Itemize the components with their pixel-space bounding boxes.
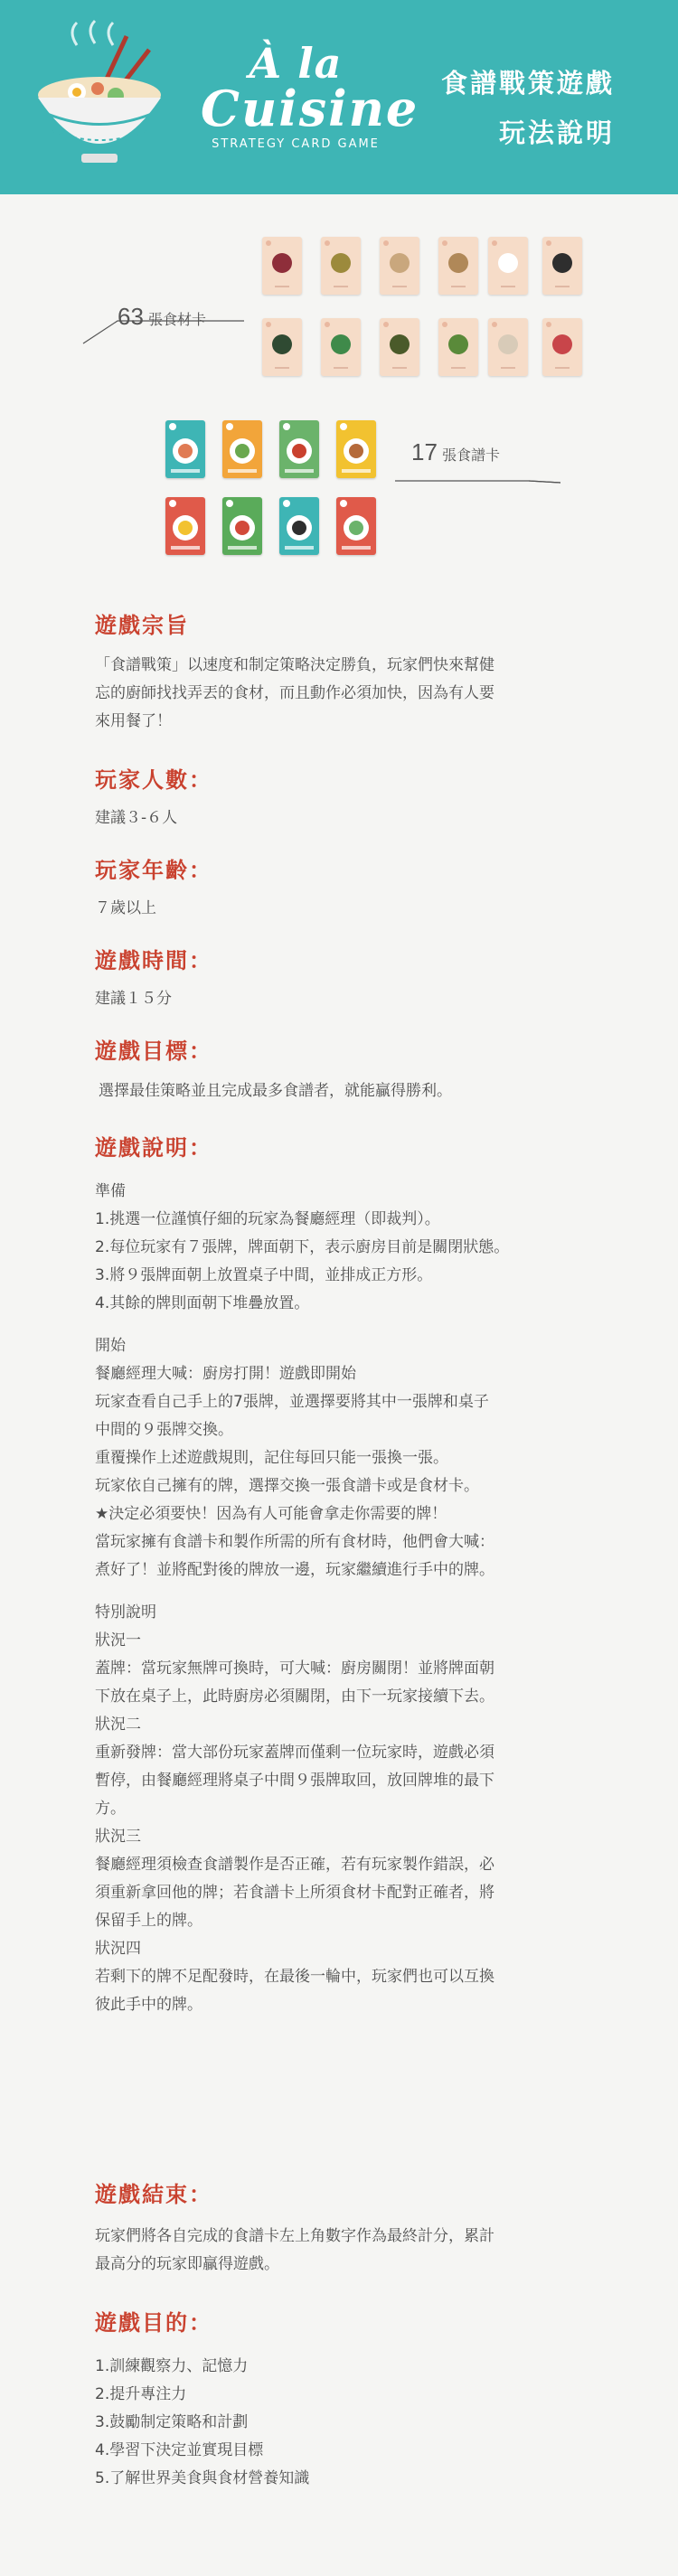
- rules-special-line: 蓋牌：當玩家無牌可換時，可大喊：廚房關閉！並將牌面朝: [95, 1659, 494, 1678]
- rules-special-line: 保留手上的牌。: [95, 1912, 202, 1930]
- recipe-card: [222, 420, 262, 478]
- rules-prep: [95, 1178, 619, 1318]
- rules-start: [95, 1332, 619, 1584]
- recipe-card: [279, 420, 319, 478]
- players-text: 建議３-６人: [95, 809, 178, 827]
- ingredient-count-label: [118, 303, 206, 331]
- rules-prep-line: 2.每位玩家有７張牌，牌面朝下，表示廚房目前是關閉狀態。: [95, 1238, 510, 1256]
- purpose-text: [95, 652, 619, 736]
- section-heading-rules: 遊戲說明：: [95, 1135, 212, 1161]
- ingredient-count-text: 張食材卡: [148, 311, 207, 328]
- rules-start-line: 玩家依自己擁有的牌，選擇交換一張食譜卡或是食材卡。: [95, 1477, 479, 1495]
- ingredient-card: [438, 318, 478, 376]
- section-time: [95, 943, 619, 1013]
- section-heading-time: 遊戲時間：: [95, 948, 212, 973]
- rules-start-line: 重覆操作上述遊戲規則，記住每回只能一張換一張。: [95, 1449, 448, 1467]
- game-logo: [201, 39, 419, 151]
- rules-special-line: 狀況一: [95, 1631, 141, 1650]
- rules-prep-line: 4.其餘的牌則面朝下堆疊放置。: [95, 1294, 310, 1312]
- recipe-card: [336, 497, 376, 555]
- rules-special-line: 暫停，由餐廳經理將桌子中間９張牌取回，放回牌堆的最下: [95, 1772, 494, 1790]
- ingredient-card: [321, 318, 361, 376]
- recipe-card: [336, 420, 376, 478]
- section-heading-end: 遊戲結束：: [95, 2182, 212, 2207]
- section-heading-age: 玩家年齡：: [95, 858, 212, 883]
- ingredient-card: [262, 237, 302, 295]
- ingredient-card: [488, 318, 528, 376]
- rules-special-line: 若剩下的牌不足配發時，在最後一輪中，玩家們也可以互換: [95, 1968, 494, 1986]
- age-text: ７歲以上: [95, 899, 156, 917]
- rules-special-line: 方。: [95, 1800, 126, 1818]
- objective-item: 5.了解世界美食與食材營養知識: [95, 2469, 310, 2487]
- rules-special-title: 特別說明: [95, 1603, 156, 1622]
- section-purpose: [95, 607, 619, 736]
- logo-line-2: Cuisine: [201, 80, 419, 137]
- section-heading-purpose: 遊戲宗旨: [95, 613, 189, 638]
- recipe-card: [165, 497, 205, 555]
- objective-item: 4.學習下決定並實現目標: [95, 2441, 264, 2459]
- objective-item: 3.鼓勵制定策略和計劃: [95, 2413, 249, 2431]
- page-subtitle: 玩法說明: [498, 118, 615, 148]
- section-heading-objectives: 遊戲目的：: [95, 2310, 212, 2336]
- section-end: [95, 2176, 619, 2279]
- rules-special-line: 狀況三: [95, 1828, 141, 1846]
- logo-subtitle: STRATEGY CARD GAME: [212, 137, 380, 151]
- noodle-bowl-illustration: [27, 18, 172, 181]
- rules-start-line: 餐廳經理大喊：廚房打開！遊戲即開始: [95, 1365, 356, 1383]
- section-heading-players: 玩家人數：: [95, 767, 212, 793]
- ingredient-card: [262, 318, 302, 376]
- purpose-line: 忘的廚師找找弄丟的食材，而且動作必須加快，因為有人要: [95, 684, 494, 702]
- section-goal: [95, 1033, 619, 1105]
- rules-start-line: 當玩家擁有食譜卡和製作所需的所有食材時，他們會大喊：: [95, 1533, 494, 1551]
- rules-special-line: 狀況二: [95, 1716, 141, 1734]
- header-banner: [0, 0, 678, 194]
- section-age: [95, 852, 619, 923]
- rules-start-line: 玩家查看自己手上的7張牌，並選擇要將其中一張牌和桌子: [95, 1393, 489, 1411]
- rules-start-line: 煮好了！並將配對後的牌放一邊，玩家繼續進行手中的牌。: [95, 1561, 494, 1579]
- ingredient-card: [438, 237, 478, 295]
- rules-prep-line: 3.將９張牌面朝上放置桌子中間，並排成正方形。: [95, 1266, 433, 1284]
- objective-item: 1.訓練觀察力、記憶力: [95, 2357, 249, 2375]
- purpose-line: 來用餐了！: [95, 712, 172, 730]
- end-line: 最高分的玩家即贏得遊戲。: [95, 2255, 279, 2273]
- recipe-card: [279, 497, 319, 555]
- rules-special-line: 須重新拿回他的牌；若食譜卡上所須食材卡配對正確者，將: [95, 1884, 494, 1902]
- rules-special-line: 彼此手中的牌。: [95, 1996, 202, 2014]
- ingredient-count: 63: [118, 303, 144, 330]
- end-line: 玩家們將各自完成的食譜卡左上角數字作為最終計分，累計: [95, 2227, 494, 2245]
- ingredient-card: [380, 237, 419, 295]
- ingredient-card: [488, 237, 528, 295]
- time-text: 建議１５分: [95, 990, 172, 1008]
- recipe-count-text: 張食譜卡: [442, 447, 501, 464]
- rules-special: [95, 1599, 619, 2019]
- section-heading-goal: 遊戲目標：: [95, 1039, 212, 1064]
- rules-start-title: 開始: [95, 1337, 126, 1355]
- goal-text: 選擇最佳策略並且完成最多食譜者，就能贏得勝利。: [99, 1082, 452, 1100]
- rules-special-line: 狀況四: [95, 1940, 141, 1958]
- end-text: [95, 2223, 619, 2279]
- ingredient-card: [321, 237, 361, 295]
- rules-special-line: 餐廳經理須檢查食譜製作是否正確，若有玩家製作錯誤，必: [95, 1856, 494, 1874]
- rules-prep-line: 1.挑選一位謹慎仔細的玩家為餐廳經理（即裁判）。: [95, 1210, 440, 1228]
- purpose-line: 「食譜戰策」以速度和制定策略決定勝負，玩家們快來幫健: [95, 656, 494, 674]
- recipe-count: 17: [411, 438, 438, 465]
- ingredient-card: [380, 318, 419, 376]
- rules-special-line: 下放在桌子上，此時廚房必須關閉，由下一玩家接續下去。: [95, 1688, 494, 1706]
- section-players: [95, 762, 619, 832]
- ingredient-card: [542, 237, 582, 295]
- recipe-card: [165, 420, 205, 478]
- section-objectives: [95, 2305, 619, 2493]
- rules-start-line: ★決定必須要快！因為有人可能會拿走你需要的牌！: [95, 1505, 447, 1523]
- objectives-list: [95, 2353, 619, 2493]
- rules-special-line: 重新發牌：當大部份玩家蓋牌而僅剩一位玩家時，遊戲必須: [95, 1744, 494, 1762]
- rules-start-line: 中間的９張牌交換。: [95, 1421, 233, 1439]
- recipe-count-label: [411, 438, 500, 466]
- logo-line-1: À la: [249, 39, 343, 88]
- recipe-card: [222, 497, 262, 555]
- rules-prep-title: 準備: [95, 1182, 126, 1200]
- section-rules: [95, 1130, 619, 2019]
- page-title: 食譜戰策遊戲: [440, 68, 615, 99]
- ingredient-card: [542, 318, 582, 376]
- objective-item: 2.提升專注力: [95, 2385, 187, 2403]
